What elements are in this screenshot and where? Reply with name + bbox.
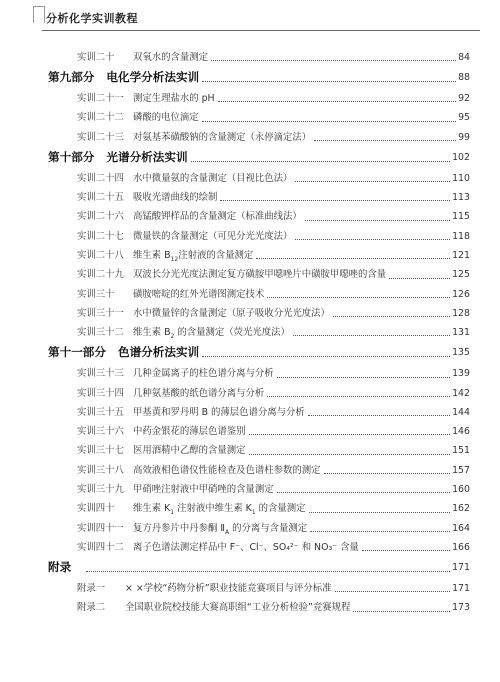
entry-number: 第十一部分 — [48, 342, 106, 364]
dot-leader — [211, 60, 456, 61]
dot-leader — [308, 415, 450, 416]
entry-page-number: 118 — [452, 227, 470, 246]
entry-title: 离子色谱法测定样品中 F⁻、Cl⁻、SO₄²⁻ 和 NO₃⁻ 含量 — [133, 538, 359, 557]
dot-leader — [305, 220, 450, 221]
entry-number: 实训三十四 — [77, 384, 133, 403]
book-title: 分析化学实训教程 — [46, 12, 138, 25]
entry-title: 几种金属离子的柱色谱分离与分析 — [133, 364, 274, 383]
entry-page-number: 131 — [452, 323, 470, 342]
entry-title: 光谱分析法实训 — [106, 147, 187, 169]
running-header — [0, 0, 500, 38]
entry-page-number: 171 — [452, 579, 470, 598]
entry-page-number: 157 — [452, 461, 470, 480]
dot-leader — [86, 571, 450, 572]
dot-leader — [277, 492, 450, 493]
toc-entry[interactable] — [0, 207, 500, 226]
entry-title — [133, 323, 290, 342]
entry-title-subscript: 1 — [170, 509, 175, 517]
entry-page-number: 92 — [458, 89, 470, 108]
toc-part-entry[interactable] — [0, 147, 500, 169]
toc-entry[interactable] — [0, 246, 500, 265]
entry-number: 实训四十 — [77, 499, 133, 518]
entry-title-part: 的分离与含量测定 — [229, 522, 308, 534]
toc-entry[interactable] — [0, 128, 500, 147]
entry-page-number: 146 — [452, 422, 470, 441]
entry-title-part: 的含量测定（荧光光度法） — [174, 327, 290, 339]
dot-leader — [277, 377, 450, 378]
entry-number: 实训三十五 — [77, 403, 133, 422]
entry-page-number: 113 — [452, 188, 470, 207]
entry-page-number: 139 — [452, 364, 470, 383]
toc-appendix-entry[interactable] — [0, 579, 500, 598]
entry-title-subscript: 2 — [170, 333, 175, 341]
toc-part-entry[interactable] — [0, 557, 500, 579]
toc-entry[interactable] — [0, 265, 500, 284]
entry-page-number: 99 — [458, 128, 470, 147]
entry-page-number: 95 — [458, 108, 470, 127]
entry-title-part: 注射液中维生素 K — [174, 503, 252, 515]
entry-title: 电化学分析法实训 — [106, 67, 199, 89]
entry-page-number: 110 — [452, 169, 470, 188]
entry-number: 实训二十一 — [77, 89, 133, 108]
toc-entry[interactable] — [0, 304, 500, 323]
entry-number: 实训二十九 — [77, 265, 133, 284]
toc-entry[interactable] — [0, 108, 500, 127]
entry-number: 实训三十一 — [77, 304, 133, 323]
dot-leader — [202, 81, 456, 82]
entry-page-number: 144 — [452, 403, 470, 422]
toc-entry[interactable] — [0, 169, 500, 188]
entry-number: 实训三十三 — [77, 364, 133, 383]
entry-title: 水中微量锌的含量测定（原子吸收分光光度法） — [133, 304, 330, 323]
entry-title: 全国职业院校技能大赛高职组“工业分析检验”竞赛规程 — [125, 598, 350, 617]
dot-leader — [324, 473, 451, 474]
entry-page-number: 162 — [452, 499, 470, 518]
entry-page-number: 84 — [458, 48, 470, 67]
toc-entry[interactable] — [0, 89, 500, 108]
dot-leader — [220, 200, 450, 201]
entry-number: 实训二十 — [77, 48, 133, 67]
entry-title-part: 维生素 K — [133, 503, 171, 515]
entry-title-subscript: 1 — [251, 509, 256, 517]
entry-title: 双氧水的含量测定 — [133, 48, 208, 67]
entry-page-number: 173 — [452, 598, 470, 617]
toc-entry[interactable] — [0, 285, 500, 304]
toc-entry[interactable] — [0, 422, 500, 441]
toc-entry[interactable] — [0, 227, 500, 246]
entry-number: 第十部分 — [48, 147, 94, 169]
toc-entry[interactable] — [0, 538, 500, 557]
entry-number: 实训四十一 — [77, 519, 133, 538]
toc-entry[interactable] — [0, 48, 500, 67]
dot-leader — [191, 161, 451, 162]
entry-title — [133, 519, 307, 538]
table-of-contents — [0, 48, 500, 618]
entry-number: 实训二十二 — [77, 108, 133, 127]
dot-leader — [362, 550, 450, 551]
dot-leader — [314, 140, 456, 141]
entry-title: 水中微量氨的含量测定（目视比色法） — [133, 169, 292, 188]
entry-title: 中药金银花的薄层色谱鉴别 — [133, 422, 246, 441]
dot-leader — [267, 396, 450, 397]
dot-leader — [218, 101, 456, 102]
entry-page-number: 151 — [452, 441, 470, 460]
entry-title: × ×学校“药物分析”职业技能竞赛项目与评分标准 — [125, 579, 332, 598]
entry-page-number: 160 — [452, 480, 470, 499]
dot-leader — [333, 316, 450, 317]
entry-number: 实训二十六 — [77, 207, 133, 226]
entry-number: 实训四十二 — [77, 538, 133, 557]
entry-page-number: 115 — [452, 207, 470, 226]
entry-page-number: 125 — [452, 265, 470, 284]
dot-leader — [295, 181, 450, 182]
entry-page-number: 121 — [452, 246, 470, 265]
entry-title: 医用酒精中乙醇的含量测定 — [133, 441, 246, 460]
toc-entry[interactable] — [0, 461, 500, 480]
entry-title: 测定生理盐水的 pH — [133, 89, 215, 108]
entry-title-part: 的含量测定 — [255, 503, 306, 515]
entry-number: 实训三十九 — [77, 480, 133, 499]
entry-title-part: 注射液的含量测定 — [178, 249, 254, 261]
entry-page-number: 126 — [452, 285, 470, 304]
entry-title: 几种氨基酸的纸色谱分离与分析 — [133, 384, 264, 403]
entry-page-number: 102 — [452, 147, 470, 169]
toc-entry[interactable] — [0, 499, 500, 518]
dot-leader — [202, 121, 456, 122]
entry-title — [133, 246, 253, 265]
dot-leader — [389, 278, 450, 279]
dot-leader — [256, 258, 450, 259]
entry-page-number: 128 — [452, 304, 470, 323]
entry-title: 吸收光谱曲线的绘制 — [133, 188, 217, 207]
entry-number: 实训三十八 — [77, 461, 133, 480]
entry-title: 高效液相色谱仪性能检查及色谱柱参数的测定 — [133, 461, 321, 480]
toc-entry[interactable] — [0, 188, 500, 207]
entry-page-number: 135 — [452, 342, 470, 364]
dot-leader — [335, 591, 451, 592]
dot-leader — [267, 297, 450, 298]
dot-leader — [310, 531, 450, 532]
entry-title — [133, 499, 306, 518]
dot-leader — [249, 454, 451, 455]
entry-page-number: 88 — [458, 67, 470, 89]
entry-number: 实训二十七 — [77, 227, 133, 246]
entry-page-number: 171 — [452, 557, 470, 579]
entry-title-part: 维生素 B — [133, 327, 171, 339]
entry-title: 对氨基苯磺酸钠的含量测定（永停滴定法） — [133, 128, 311, 147]
toc-entry[interactable] — [0, 384, 500, 403]
entry-number: 附录 — [48, 557, 71, 579]
entry-number: 实训三十六 — [77, 422, 133, 441]
entry-number: 实训三十七 — [77, 441, 133, 460]
entry-page-number: 142 — [452, 384, 470, 403]
header-corner-mark — [33, 6, 45, 23]
entry-number: 实训三十 — [77, 285, 133, 304]
toc-entry[interactable] — [0, 323, 500, 342]
dot-leader — [202, 356, 450, 357]
entry-title: 微量铁的含量测定（可见分光光度法） — [133, 227, 292, 246]
entry-number: 第九部分 — [48, 67, 94, 89]
header-rule — [42, 30, 480, 31]
entry-number: 实训二十五 — [77, 188, 133, 207]
entry-title-subscript: 12 — [170, 255, 179, 263]
entry-title: 甲基黄和罗丹明 B 的薄层色谱分离与分析 — [133, 403, 305, 422]
toc-entry[interactable] — [0, 441, 500, 460]
toc-part-entry[interactable] — [0, 342, 500, 364]
entry-title: 磷酸的电位滴定 — [133, 108, 199, 127]
dot-leader — [295, 239, 450, 240]
entry-number: 实训二十八 — [77, 246, 133, 265]
toc-entry[interactable] — [0, 480, 500, 499]
entry-number: 附录一 — [77, 579, 125, 598]
entry-title-subscript: A — [224, 528, 230, 536]
entry-number: 实训二十四 — [77, 169, 133, 188]
entry-title: 色谱分析法实训 — [118, 342, 199, 364]
toc-part-entry[interactable] — [0, 67, 500, 89]
dot-leader — [309, 512, 451, 513]
entry-title: 磺胺嘧啶的红外光谱图测定技术 — [133, 285, 264, 304]
entry-title: 甲硝唑注射液中甲硝唑的含量测定 — [133, 480, 274, 499]
dot-leader — [293, 335, 450, 336]
entry-title-part: 复方丹参片中丹参酮 Ⅱ — [133, 522, 225, 534]
entry-number: 附录二 — [77, 598, 125, 617]
entry-number: 实训三十二 — [77, 323, 133, 342]
toc-entry[interactable] — [0, 364, 500, 383]
entry-page-number: 166 — [452, 538, 470, 557]
toc-entry[interactable] — [0, 403, 500, 422]
entry-page-number: 164 — [452, 519, 470, 538]
dot-leader — [249, 434, 451, 435]
dot-leader — [353, 611, 450, 612]
entry-title: 双波长分光光度法测定复方磺胺甲噁唑片中磺胺甲噁唑的含量 — [133, 265, 386, 284]
entry-number: 实训二十三 — [77, 128, 133, 147]
entry-title: 高锰酸钾样品的含量测定（标准曲线法） — [133, 207, 302, 226]
entry-title-part: 维生素 B — [133, 249, 171, 261]
toc-appendix-entry[interactable] — [0, 598, 500, 617]
toc-entry[interactable] — [0, 519, 500, 538]
